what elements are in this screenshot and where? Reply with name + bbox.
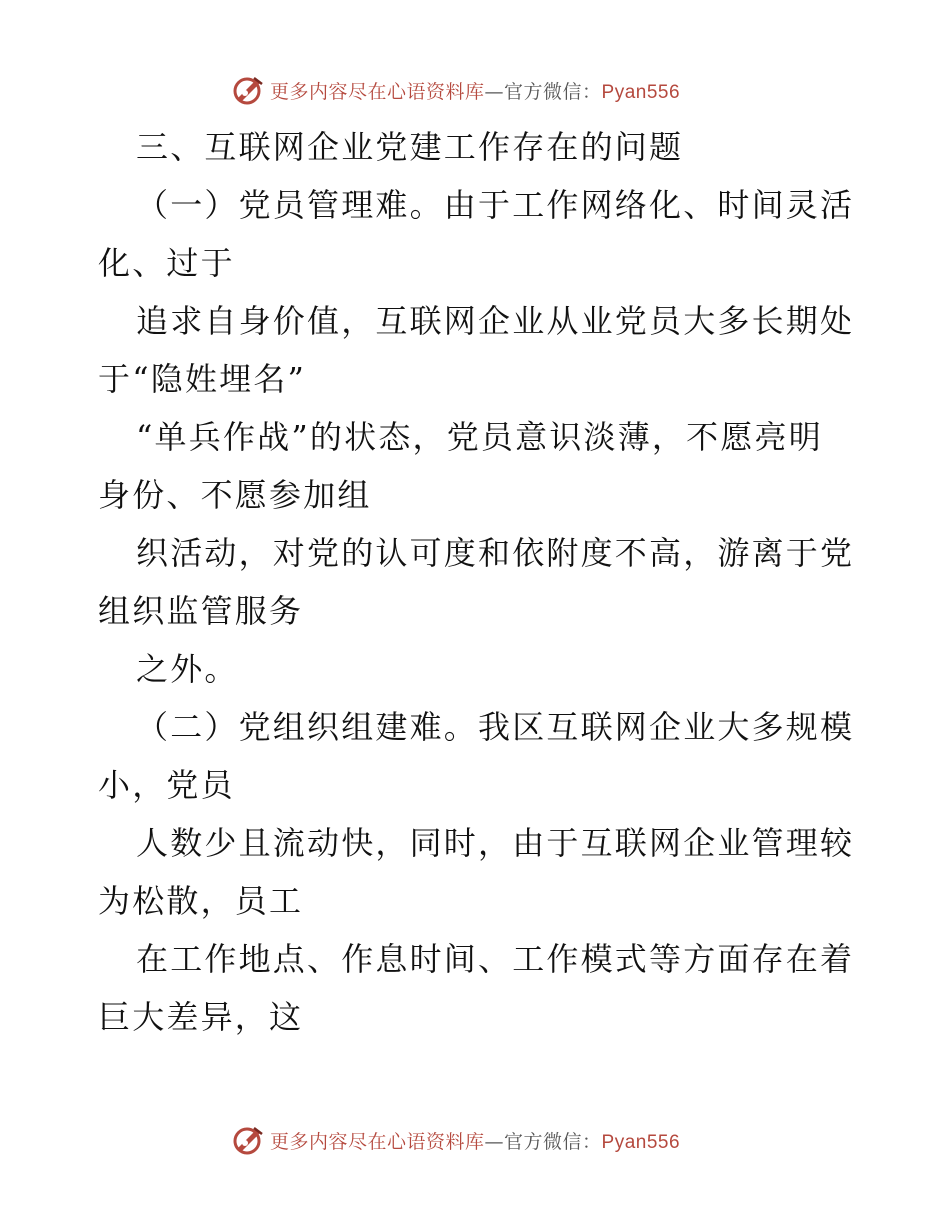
- banner-wechat-label: 官方微信：: [504, 1130, 602, 1153]
- text-line: 织活动，对党的认可度和依附度不高，游离于党: [136, 534, 855, 572]
- text-line: 小，党员: [98, 766, 235, 804]
- banner-wechat-id: Pyan556: [601, 81, 681, 103]
- banner-wechat-id: Pyan556: [601, 1131, 681, 1153]
- text-line: （二）党组织组建难。我区互联网企业大多规模: [136, 708, 855, 746]
- brush-logo-icon: [232, 74, 264, 106]
- text-line: 人数少且流动快，同时，由于互联网企业管理较: [136, 824, 855, 862]
- footer-banner: [232, 1123, 712, 1157]
- footer-banner-text: [270, 1127, 680, 1154]
- banner-main: 更多内容尽在心语资料库: [270, 80, 485, 103]
- text-line: 追求自身价值，互联网企业从业党员大多长期处: [136, 302, 855, 340]
- text-line: 化、过于: [98, 244, 235, 282]
- banner-wechat-label: 官方微信：: [504, 80, 602, 103]
- text-line: 之外。: [136, 650, 239, 688]
- header-banner-text: [270, 77, 680, 104]
- text-line: 身份、不愿参加组: [98, 476, 372, 514]
- text-line: （一）党员管理难。由于工作网络化、时间灵活: [136, 186, 855, 224]
- text-line: 为松散，员工: [98, 882, 304, 920]
- header-banner: [232, 73, 712, 107]
- brush-logo-icon: [232, 1124, 264, 1156]
- banner-main: 更多内容尽在心语资料库: [270, 1130, 485, 1153]
- banner-separator: —: [484, 1130, 505, 1153]
- document-body: [98, 118, 858, 1046]
- text-line: 巨大差异，这: [98, 998, 304, 1036]
- text-line: 组织监管服务: [98, 592, 304, 630]
- text-line: 于“隐姓埋名”: [98, 360, 307, 398]
- heading-section-3: 三、互联网企业党建工作存在的问题: [136, 128, 684, 166]
- text-line: 在工作地点、作息时间、工作模式等方面存在着: [136, 940, 855, 978]
- text-line: “单兵作战”的状态，党员意识淡薄，不愿亮明: [136, 418, 823, 456]
- banner-separator: —: [484, 80, 505, 103]
